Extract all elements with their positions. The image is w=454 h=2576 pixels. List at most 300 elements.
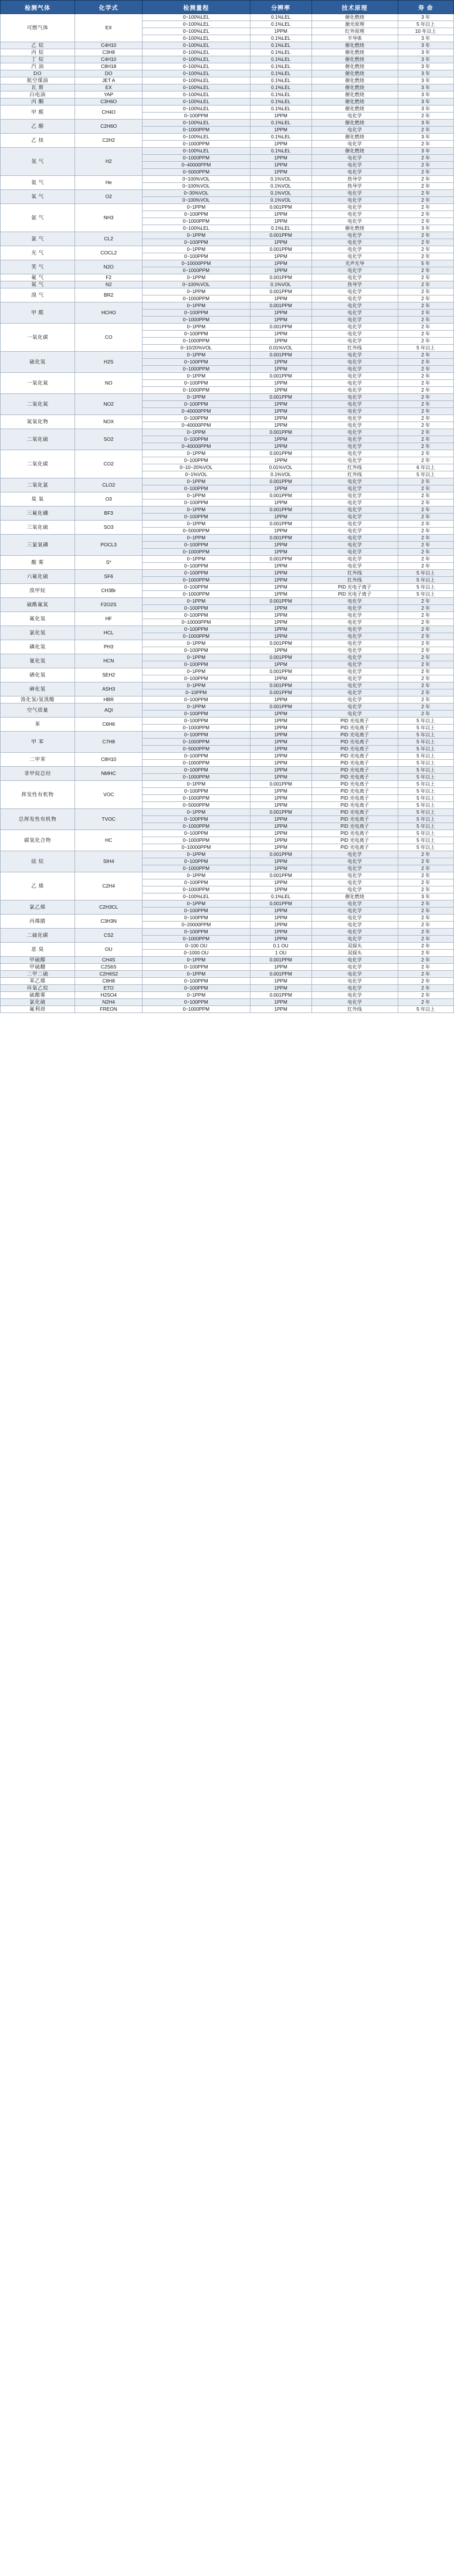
- cell-life: 2 年: [398, 478, 453, 485]
- cell-resolution: 1PPM: [250, 331, 311, 338]
- cell-formula: AQI: [75, 704, 143, 718]
- cell-formula: NMHC: [75, 767, 143, 781]
- cell-technology: 催化燃烧: [311, 63, 398, 70]
- cell-life: 2 年: [398, 295, 453, 303]
- cell-formula: HCN: [75, 654, 143, 668]
- cell-gas-name: 非甲烷总烃: [1, 767, 75, 781]
- cell-formula: S*: [75, 556, 143, 570]
- cell-formula: JET A: [75, 77, 143, 84]
- cell-resolution: 1PPM: [250, 387, 311, 394]
- table-row: [1, 978, 454, 985]
- cell-technology: 电化学: [311, 556, 398, 563]
- cell-resolution: 0.1%LEL: [250, 91, 311, 98]
- cell-technology: 电化学: [311, 668, 398, 675]
- cell-life: 2 年: [398, 499, 453, 507]
- cell-resolution: 1PPM: [250, 661, 311, 668]
- cell-resolution: 1PPM: [250, 619, 311, 626]
- cell-gas-name: 硫化氢: [1, 352, 75, 373]
- cell-resolution: 1PPM: [250, 141, 311, 148]
- cell-technology: 电化学: [311, 359, 398, 366]
- cell-resolution: 0.1%VOL: [250, 197, 311, 204]
- cell-formula: CL2: [75, 232, 143, 246]
- cell-range: 0~100PPM: [143, 732, 250, 739]
- cell-technology: 电化学: [311, 288, 398, 295]
- cell-range: 0~1PPM: [143, 872, 250, 879]
- cell-range: 0~1PPM: [143, 809, 250, 816]
- table-row: [1, 753, 454, 760]
- cell-technology: 电化学: [311, 922, 398, 929]
- cell-life: 5 年以上: [398, 830, 453, 837]
- cell-range: 0~1000PPM: [143, 795, 250, 802]
- cell-resolution: 1PPM: [250, 415, 311, 422]
- cell-range: 0~30%VOL: [143, 190, 250, 197]
- cell-gas-name: 甲 醛: [1, 303, 75, 324]
- cell-life: 2 年: [398, 317, 453, 324]
- cell-life: 2 年: [398, 507, 453, 514]
- cell-gas-name: 二氧化硫: [1, 429, 75, 450]
- cell-range: 0~1PPM: [143, 204, 250, 211]
- cell-range: 0~100%VOL: [143, 183, 250, 190]
- col-header-resolution: 分辨率: [250, 1, 311, 14]
- cell-gas-name: 光 气: [1, 246, 75, 260]
- cell-life: 2 年: [398, 696, 453, 704]
- cell-resolution: 1PPM: [250, 162, 311, 169]
- cell-range: 0~100PPM: [143, 211, 250, 218]
- cell-formula: O2: [75, 190, 143, 204]
- table-row: [1, 63, 454, 70]
- col-header-gas: 检测气体: [1, 1, 75, 14]
- cell-technology: 红外线: [311, 577, 398, 584]
- cell-resolution: 1PPM: [250, 605, 311, 612]
- cell-technology: 催化燃烧: [311, 77, 398, 84]
- cell-technology: 双探头: [311, 950, 398, 957]
- table-row: [1, 915, 454, 922]
- cell-resolution: 0.001PPM: [250, 303, 311, 310]
- cell-technology: PID 光电子离子: [311, 591, 398, 598]
- cell-technology: 催化燃烧: [311, 148, 398, 155]
- table-row: [1, 478, 454, 485]
- cell-life: 2 年: [398, 964, 453, 971]
- cell-life: 5 年以上: [398, 823, 453, 830]
- cell-resolution: 0.001PPM: [250, 288, 311, 295]
- cell-formula: CLO2: [75, 478, 143, 492]
- cell-technology: 电化学: [311, 647, 398, 654]
- cell-range: 0~1000PPM: [143, 317, 250, 324]
- cell-formula: H2SO4: [75, 992, 143, 999]
- cell-life: 2 年: [398, 957, 453, 964]
- cell-range: 0~100PPM: [143, 753, 250, 760]
- cell-formula: N2O: [75, 260, 143, 274]
- cell-formula: C3H8: [75, 49, 143, 56]
- cell-gas-name: 臭 氧: [1, 492, 75, 507]
- cell-resolution: 0.001PPM: [250, 992, 311, 999]
- cell-technology: 电化学: [311, 408, 398, 415]
- cell-technology: 电化学: [311, 457, 398, 464]
- cell-formula: CS2: [75, 929, 143, 943]
- table-row: [1, 49, 454, 56]
- cell-life: 2 年: [398, 310, 453, 317]
- cell-resolution: 0.001PPM: [250, 689, 311, 696]
- cell-formula: HCL: [75, 626, 143, 640]
- cell-technology: 电化学: [311, 218, 398, 225]
- cell-life: 2 年: [398, 689, 453, 696]
- cell-resolution: 1PPM: [250, 542, 311, 549]
- cell-range: 0~1PPM: [143, 900, 250, 908]
- cell-range: 0~1PPM: [143, 654, 250, 661]
- cell-resolution: 0.1%LEL: [250, 77, 311, 84]
- table-row: [1, 394, 454, 401]
- cell-resolution: 0.001PPM: [250, 900, 311, 908]
- cell-life: 2 年: [398, 915, 453, 922]
- cell-technology: 电化学: [311, 387, 398, 394]
- cell-life: 5 年以上: [398, 732, 453, 739]
- table-row: [1, 521, 454, 528]
- cell-resolution: 0.1%LEL: [250, 63, 311, 70]
- cell-formula: SO3: [75, 521, 143, 535]
- cell-technology: 电化学: [311, 169, 398, 176]
- cell-resolution: 1PPM: [250, 753, 311, 760]
- cell-formula: C3H3N: [75, 915, 143, 929]
- cell-resolution: 0.1%LEL: [250, 98, 311, 106]
- table-row: [1, 232, 454, 239]
- cell-resolution: 0.001PPM: [250, 246, 311, 253]
- table-row: [1, 732, 454, 739]
- table-row: [1, 851, 454, 858]
- cell-range: 0~100%VOL: [143, 197, 250, 204]
- cell-life: 2 年: [398, 542, 453, 549]
- cell-resolution: 1PPM: [250, 760, 311, 767]
- cell-resolution: 1PPM: [250, 260, 311, 267]
- cell-technology: 电化学: [311, 211, 398, 218]
- table-row: [1, 718, 454, 725]
- cell-gas-name: 瓦 斯: [1, 84, 75, 91]
- cell-technology: 红外原理: [311, 28, 398, 35]
- table-row: [1, 492, 454, 499]
- cell-range: 0~100PPM: [143, 563, 250, 570]
- cell-resolution: 1PPM: [250, 563, 311, 570]
- cell-range: 0~100PPM: [143, 253, 250, 260]
- cell-technology: 电化学: [311, 338, 398, 345]
- cell-range: 0~100%LEL: [143, 893, 250, 900]
- cell-resolution: 1PPM: [250, 401, 311, 408]
- cell-gas-name: 甲 苯: [1, 732, 75, 753]
- cell-range: 0~1000PPM: [143, 577, 250, 584]
- cell-technology: PID 光电离子: [311, 774, 398, 781]
- table-row: [1, 985, 454, 992]
- cell-formula: SIH4: [75, 851, 143, 872]
- cell-technology: 电化学: [311, 492, 398, 499]
- cell-range: 0~100%LEL: [143, 134, 250, 141]
- cell-life: 2 年: [398, 879, 453, 886]
- cell-resolution: 1PPM: [250, 795, 311, 802]
- cell-gas-name: 氧 气: [1, 190, 75, 204]
- cell-range: 0~10000PPM: [143, 844, 250, 851]
- cell-life: 5 年以上: [398, 753, 453, 760]
- cell-life: 5 年以上: [398, 739, 453, 746]
- cell-formula: HCHO: [75, 303, 143, 324]
- cell-technology: 催化燃烧: [311, 14, 398, 21]
- cell-range: 0~100%LEL: [143, 98, 250, 106]
- table-row: [1, 148, 454, 155]
- cell-range: 0~1PPM: [143, 324, 250, 331]
- cell-resolution: 0.001PPM: [250, 507, 311, 514]
- cell-life: 5 年以上: [398, 570, 453, 577]
- cell-resolution: 1PPM: [250, 978, 311, 985]
- cell-resolution: 0.1%LEL: [250, 148, 311, 155]
- cell-life: 3 年: [398, 106, 453, 113]
- cell-life: 3 年: [398, 70, 453, 77]
- cell-life: 2 年: [398, 232, 453, 239]
- cell-formula: H2: [75, 148, 143, 176]
- cell-range: 0~1PPM: [143, 478, 250, 485]
- cell-gas-name: 砷化氢: [1, 682, 75, 696]
- cell-life: 2 年: [398, 190, 453, 197]
- cell-life: 2 年: [398, 612, 453, 619]
- cell-life: 5 年以上: [398, 809, 453, 816]
- cell-technology: 电化学: [311, 964, 398, 971]
- cell-resolution: 1PPM: [250, 675, 311, 682]
- cell-range: 0~100PPM: [143, 113, 250, 120]
- cell-technology: 电化学: [311, 971, 398, 978]
- cell-formula: DO: [75, 70, 143, 77]
- cell-resolution: 1PPM: [250, 443, 311, 450]
- cell-technology: 红外线: [311, 471, 398, 478]
- cell-gas-name: 环氧乙烷: [1, 985, 75, 992]
- cell-range: 0~100PPM: [143, 929, 250, 936]
- cell-technology: 电化学: [311, 605, 398, 612]
- cell-range: 0~10000PPM: [143, 260, 250, 267]
- cell-resolution: 0.1%VOL: [250, 471, 311, 478]
- table-row: [1, 626, 454, 633]
- cell-gas-name: 乙 烷: [1, 42, 75, 49]
- cell-resolution: 1PPM: [250, 485, 311, 492]
- cell-range: 0~1PPM: [143, 352, 250, 359]
- cell-resolution: 1PPM: [250, 823, 311, 830]
- cell-life: 2 年: [398, 408, 453, 415]
- cell-range: 0~40000PPM: [143, 443, 250, 450]
- cell-gas-name: 白电油: [1, 91, 75, 98]
- cell-formula: VOC: [75, 781, 143, 809]
- cell-life: 2 年: [398, 218, 453, 225]
- table-row: [1, 70, 454, 77]
- table-row: [1, 654, 454, 661]
- cell-technology: 电化学: [311, 415, 398, 422]
- cell-technology: PID 光电离子: [311, 823, 398, 830]
- cell-range: 0~100PPM: [143, 514, 250, 521]
- cell-technology: 热导学: [311, 176, 398, 183]
- cell-gas-name: 笑 气: [1, 260, 75, 274]
- cell-range: 0~100PPM: [143, 711, 250, 718]
- cell-technology: PID 光电离子: [311, 816, 398, 823]
- cell-life: 2 年: [398, 922, 453, 929]
- cell-gas-name: 六氟化硫: [1, 570, 75, 584]
- table-row: [1, 77, 454, 84]
- cell-resolution: 1PPM: [250, 746, 311, 753]
- cell-resolution: 1PPM: [250, 218, 311, 225]
- cell-resolution: 1PPM: [250, 549, 311, 556]
- cell-resolution: 0.001PPM: [250, 556, 311, 563]
- cell-life: 2 年: [398, 387, 453, 394]
- cell-gas-name: 磷化氢: [1, 640, 75, 654]
- cell-resolution: 0.1%LEL: [250, 42, 311, 49]
- cell-range: 0~100PPM: [143, 915, 250, 922]
- cell-resolution: 1PPM: [250, 1006, 311, 1013]
- cell-life: 3 年: [398, 77, 453, 84]
- cell-life: 2 年: [398, 380, 453, 387]
- cell-resolution: 1PPM: [250, 732, 311, 739]
- cell-resolution: 1PPM: [250, 267, 311, 274]
- cell-range: 0~1PPM: [143, 521, 250, 528]
- cell-technology: 红外线: [311, 464, 398, 471]
- cell-gas-name: 丙 酮: [1, 98, 75, 106]
- table-row: [1, 964, 454, 971]
- cell-technology: 电化学: [311, 253, 398, 260]
- table-row: [1, 1006, 454, 1013]
- table-row: [1, 598, 454, 605]
- cell-technology: 红外线: [311, 1006, 398, 1013]
- table-row: [1, 106, 454, 113]
- cell-technology: 电化学: [311, 704, 398, 711]
- cell-life: 10 年以上: [398, 28, 453, 35]
- cell-gas-name: 氨 气: [1, 204, 75, 232]
- col-header-technology: 技术原理: [311, 1, 398, 14]
- cell-technology: 电化学: [311, 999, 398, 1006]
- cell-resolution: 1PPM: [250, 879, 311, 886]
- table-row: [1, 584, 454, 591]
- cell-resolution: 0.001PPM: [250, 429, 311, 436]
- cell-life: 3 年: [398, 56, 453, 63]
- cell-technology: 电化学: [311, 696, 398, 704]
- cell-life: 5 年以上: [398, 802, 453, 809]
- table-row: [1, 682, 454, 689]
- table-row: [1, 84, 454, 91]
- table-row: [1, 260, 454, 267]
- cell-technology: 电化学: [311, 239, 398, 246]
- cell-range: 0~100PPM: [143, 978, 250, 985]
- cell-resolution: 0.001PPM: [250, 851, 311, 858]
- cell-technology: 电化学: [311, 317, 398, 324]
- cell-life: 5 年以上: [398, 718, 453, 725]
- cell-formula: CH4O: [75, 106, 143, 120]
- cell-formula: C6H6: [75, 718, 143, 732]
- cell-resolution: 0.1%LEL: [250, 49, 311, 56]
- cell-life: 5 年以上: [398, 760, 453, 767]
- cell-range: 0~1PPM: [143, 781, 250, 788]
- cell-life: 2 年: [398, 415, 453, 422]
- cell-technology: 电化学: [311, 542, 398, 549]
- cell-range: 0~100PPM: [143, 661, 250, 668]
- cell-technology: 光声光导: [311, 260, 398, 267]
- cell-life: 2 年: [398, 985, 453, 992]
- cell-range: 0~100%LEL: [143, 42, 250, 49]
- cell-formula: YAP: [75, 91, 143, 98]
- cell-range: 0~5000PPM: [143, 802, 250, 809]
- cell-formula: FREON: [75, 1006, 143, 1013]
- cell-range: 0~100%LEL: [143, 106, 250, 113]
- cell-range: 0~100%LEL: [143, 70, 250, 77]
- cell-resolution: 1PPM: [250, 577, 311, 584]
- cell-formula: NO2: [75, 394, 143, 415]
- cell-life: 2 年: [398, 633, 453, 640]
- cell-formula: EX: [75, 84, 143, 91]
- cell-technology: 催化燃烧: [311, 134, 398, 141]
- cell-technology: PID 光电离子: [311, 746, 398, 753]
- cell-technology: 半导体: [311, 35, 398, 42]
- cell-technology: 电化学: [311, 682, 398, 689]
- cell-gas-name: 甲硫醚: [1, 964, 75, 971]
- cell-resolution: 1PPM: [250, 964, 311, 971]
- cell-life: 2 年: [398, 436, 453, 443]
- cell-technology: 催化燃烧: [311, 893, 398, 900]
- cell-resolution: 0.001PPM: [250, 957, 311, 964]
- cell-technology: 电化学: [311, 654, 398, 661]
- cell-technology: 催化燃烧: [311, 84, 398, 91]
- cell-life: 2 年: [398, 978, 453, 985]
- cell-range: 0~100%LEL: [143, 91, 250, 98]
- cell-technology: 电化学: [311, 612, 398, 619]
- cell-range: 0~100%LEL: [143, 148, 250, 155]
- cell-range: 0~100PPM: [143, 985, 250, 992]
- cell-technology: 电化学: [311, 507, 398, 514]
- cell-range: 0~1PPM: [143, 957, 250, 964]
- cell-resolution: 1PPM: [250, 767, 311, 774]
- cell-technology: 电化学: [311, 295, 398, 303]
- cell-resolution: 1PPM: [250, 985, 311, 992]
- cell-resolution: 1PPM: [250, 499, 311, 507]
- cell-resolution: 0.001PPM: [250, 478, 311, 485]
- table-row: [1, 429, 454, 436]
- cell-resolution: 1PPM: [250, 908, 311, 915]
- cell-range: 0~1PPM: [143, 303, 250, 310]
- cell-gas-name: 二甲二硫: [1, 971, 75, 978]
- cell-range: 0~1PPM: [143, 492, 250, 499]
- cell-gas-name: 碳氢化合物: [1, 830, 75, 851]
- cell-range: 0~1000PPM: [143, 1006, 250, 1013]
- cell-technology: PID 光电离子: [311, 795, 398, 802]
- cell-range: 0~1000PPM: [143, 774, 250, 781]
- cell-life: 6 年以上: [398, 464, 453, 471]
- cell-resolution: 1PPM: [250, 253, 311, 260]
- cell-technology: 电化学: [311, 401, 398, 408]
- cell-technology: PID 光电离子: [311, 732, 398, 739]
- cell-life: 3 年: [398, 148, 453, 155]
- cell-resolution: 0.001PPM: [250, 274, 311, 281]
- cell-resolution: 0.001PPM: [250, 204, 311, 211]
- cell-technology: 电化学: [311, 331, 398, 338]
- cell-resolution: 0.1%LEL: [250, 134, 311, 141]
- cell-formula: F2O2S: [75, 598, 143, 612]
- cell-life: 2 年: [398, 943, 453, 950]
- cell-resolution: 0.001PPM: [250, 373, 311, 380]
- cell-resolution: 1PPM: [250, 739, 311, 746]
- cell-life: 2 年: [398, 324, 453, 331]
- cell-life: 2 年: [398, 359, 453, 366]
- cell-gas-name: DO: [1, 70, 75, 77]
- cell-technology: 电化学: [311, 324, 398, 331]
- cell-life: 5 年以上: [398, 788, 453, 795]
- cell-gas-name: 乙 醇: [1, 120, 75, 134]
- table-row: [1, 507, 454, 514]
- cell-range: 0~100PPM: [143, 436, 250, 443]
- cell-gas-name: 丙 烷: [1, 49, 75, 56]
- cell-resolution: 0.1%LEL: [250, 14, 311, 21]
- cell-range: 0~100PPM: [143, 605, 250, 612]
- cell-life: 2 年: [398, 535, 453, 542]
- cell-resolution: 0.1%LEL: [250, 84, 311, 91]
- cell-gas-name: 乙 炔: [1, 134, 75, 148]
- cell-gas-name: 可燃气体: [1, 14, 75, 42]
- cell-life: 2 年: [398, 886, 453, 893]
